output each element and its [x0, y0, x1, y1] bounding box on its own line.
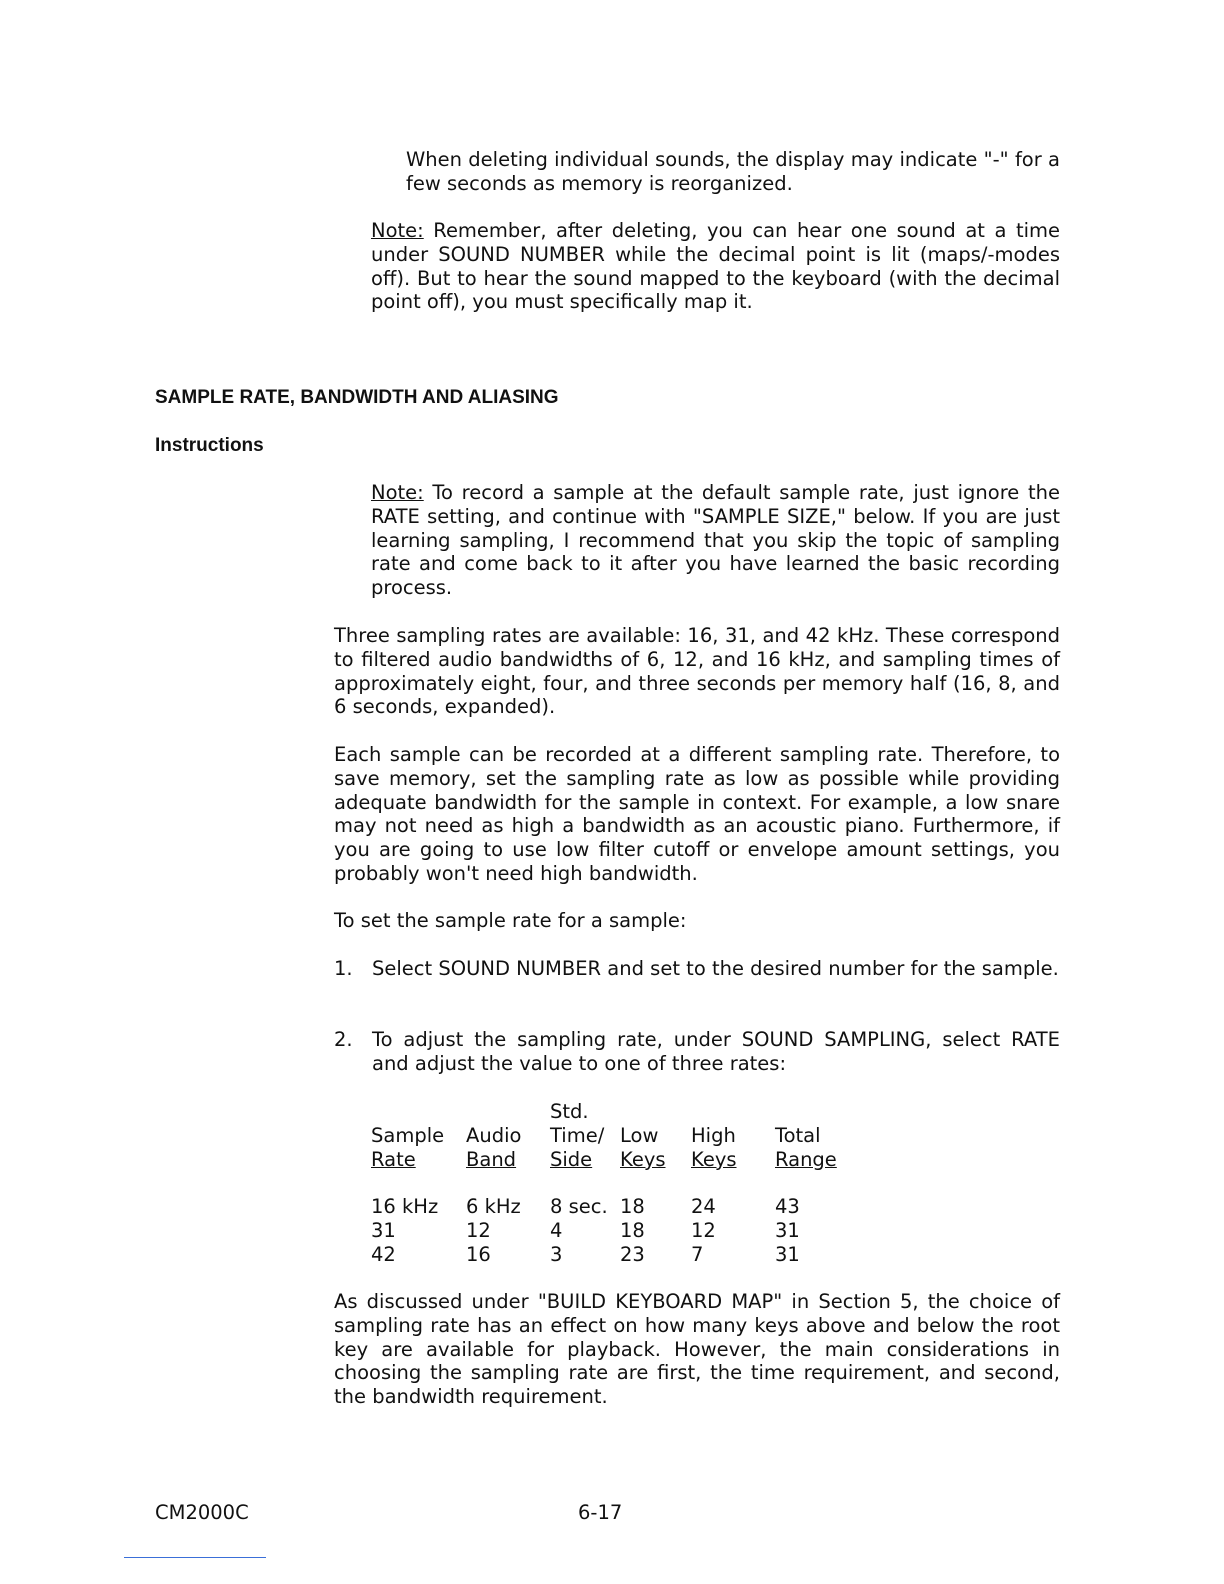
- table-cell: 43: [775, 1195, 800, 1219]
- list-item: [334, 1028, 1060, 1076]
- note-default-rate: [371, 481, 1060, 600]
- note-deleting: [371, 219, 1060, 314]
- footer-page-number: 6-17: [578, 1501, 623, 1524]
- table-cell: 18: [620, 1219, 645, 1243]
- table-row: [371, 1243, 855, 1267]
- paragraph-each-sample: Each sample can be recorded at a different sampling rate. Therefore, to save memory, set the sampling rate as low as possible while providing adequate bandwidth for the sample in context. For example, a low snare may not need as high a bandwidth as an acoustic piano. Furthermore, if you are going to use low filter cutoff or envelope amount settings, you probably won't need high bandwidth.: [334, 743, 1060, 885]
- paragraph-discussed: As discussed under "BUILD KEYBOARD MAP" in Section 5, the choice of sampling rate has an effect on how many keys above and below the root key are available for playback. However, the main considerations in choosing the sampling rate are first, the time requirement, and second, the bandwidth requirement.: [334, 1290, 1060, 1409]
- list-text: Select SOUND NUMBER and set to the desired number for the sample.: [372, 957, 1059, 980]
- table-cell: 4: [550, 1219, 563, 1243]
- table-header-cell: Std.: [550, 1100, 589, 1123]
- table-cell: 16: [466, 1242, 491, 1266]
- table-header-cell: Low: [620, 1123, 659, 1147]
- note-text: Remember, after deleting, you can hear one sound at a time under SOUND NUMBER while the decimal point is lit (maps/-modes off). But to hear the sound mapped to the keyboard (with the decimal point off), you must specifically map it.: [371, 219, 1060, 314]
- table-cell: 12: [466, 1219, 491, 1243]
- table-cell: 24: [691, 1195, 716, 1219]
- note-label: Note:: [371, 481, 424, 504]
- table-header-cell: Side: [550, 1147, 593, 1171]
- table-header-cell: Keys: [691, 1147, 737, 1171]
- list-number: 2.: [334, 1028, 353, 1051]
- table-header-cell: Band: [466, 1147, 517, 1171]
- intro-paragraph: When deleting individual sounds, the display may indicate "-" for a few seconds as memory is reorganized.: [406, 148, 1060, 195]
- table-header-cell: Rate: [371, 1147, 416, 1171]
- table-header-cell: [691, 1100, 775, 1124]
- list-text: To adjust the sampling rate, under SOUND SAMPLING, select RATE and adjust the value to one of three rates:: [372, 1028, 1060, 1075]
- table-header-cell: [620, 1100, 691, 1124]
- paragraph-to-set: To set the sample rate for a sample:: [334, 909, 687, 932]
- table-cell: 6 kHz: [466, 1195, 521, 1219]
- table-header-cell: Time/: [550, 1123, 605, 1147]
- table-header-row: [371, 1100, 855, 1124]
- table-cell: 3: [550, 1242, 563, 1266]
- table-cell: 18: [620, 1195, 645, 1219]
- table-cell: 31: [775, 1242, 800, 1266]
- table-cell: 7: [691, 1242, 704, 1266]
- sample-rate-table: [371, 1100, 855, 1267]
- table-header-cell: Sample: [371, 1123, 445, 1147]
- table-header-row: [371, 1148, 855, 1172]
- list-item: [334, 957, 1060, 1005]
- table-header-cell: Audio: [466, 1123, 522, 1147]
- table-cell: 23: [620, 1242, 645, 1266]
- footer-document-code: CM2000C: [155, 1501, 249, 1524]
- table-cell: 42: [371, 1242, 396, 1266]
- table-header-cell: Range: [775, 1147, 837, 1171]
- note-text: To record a sample at the default sample rate, just ignore the RATE setting, and continue with "SAMPLE SIZE," below. If you are just learning sampling, I recommend that you skip the topic of sampling rate and come back to it after you have learned the basic recording process.: [371, 481, 1060, 600]
- bottom-rule-divider: [124, 1557, 266, 1558]
- paragraph-sampling-rates: Three sampling rates are available: 16, 31, and 42 kHz. These correspond to filtered audio bandwidths of 6, 12, and 16 kHz, and sampling times of approximately eight, four, and three seconds per memory half (16, 8, and 6 seconds, expanded).: [334, 624, 1060, 719]
- table-row: [371, 1219, 855, 1243]
- section-heading: SAMPLE RATE, BANDWIDTH AND ALIASING: [155, 387, 559, 408]
- table-header-cell: [775, 1100, 855, 1124]
- table-header-row: [371, 1124, 855, 1148]
- table-row: [371, 1195, 855, 1219]
- table-header-cell: [371, 1100, 466, 1124]
- table-cell: 31: [371, 1219, 396, 1243]
- table-cell: 8 sec.: [550, 1195, 608, 1219]
- table-cell: 31: [775, 1219, 800, 1243]
- table-header-cell: Keys: [620, 1147, 666, 1171]
- note-label: Note:: [371, 219, 424, 242]
- table-header-cell: [466, 1100, 550, 1124]
- table-cell: 12: [691, 1219, 716, 1243]
- list-number: 1.: [334, 957, 353, 980]
- subheading: Instructions: [155, 435, 264, 456]
- table-cell: 16 kHz: [371, 1195, 439, 1219]
- table-header-cell: Total: [775, 1123, 821, 1147]
- table-header-cell: High: [691, 1123, 736, 1147]
